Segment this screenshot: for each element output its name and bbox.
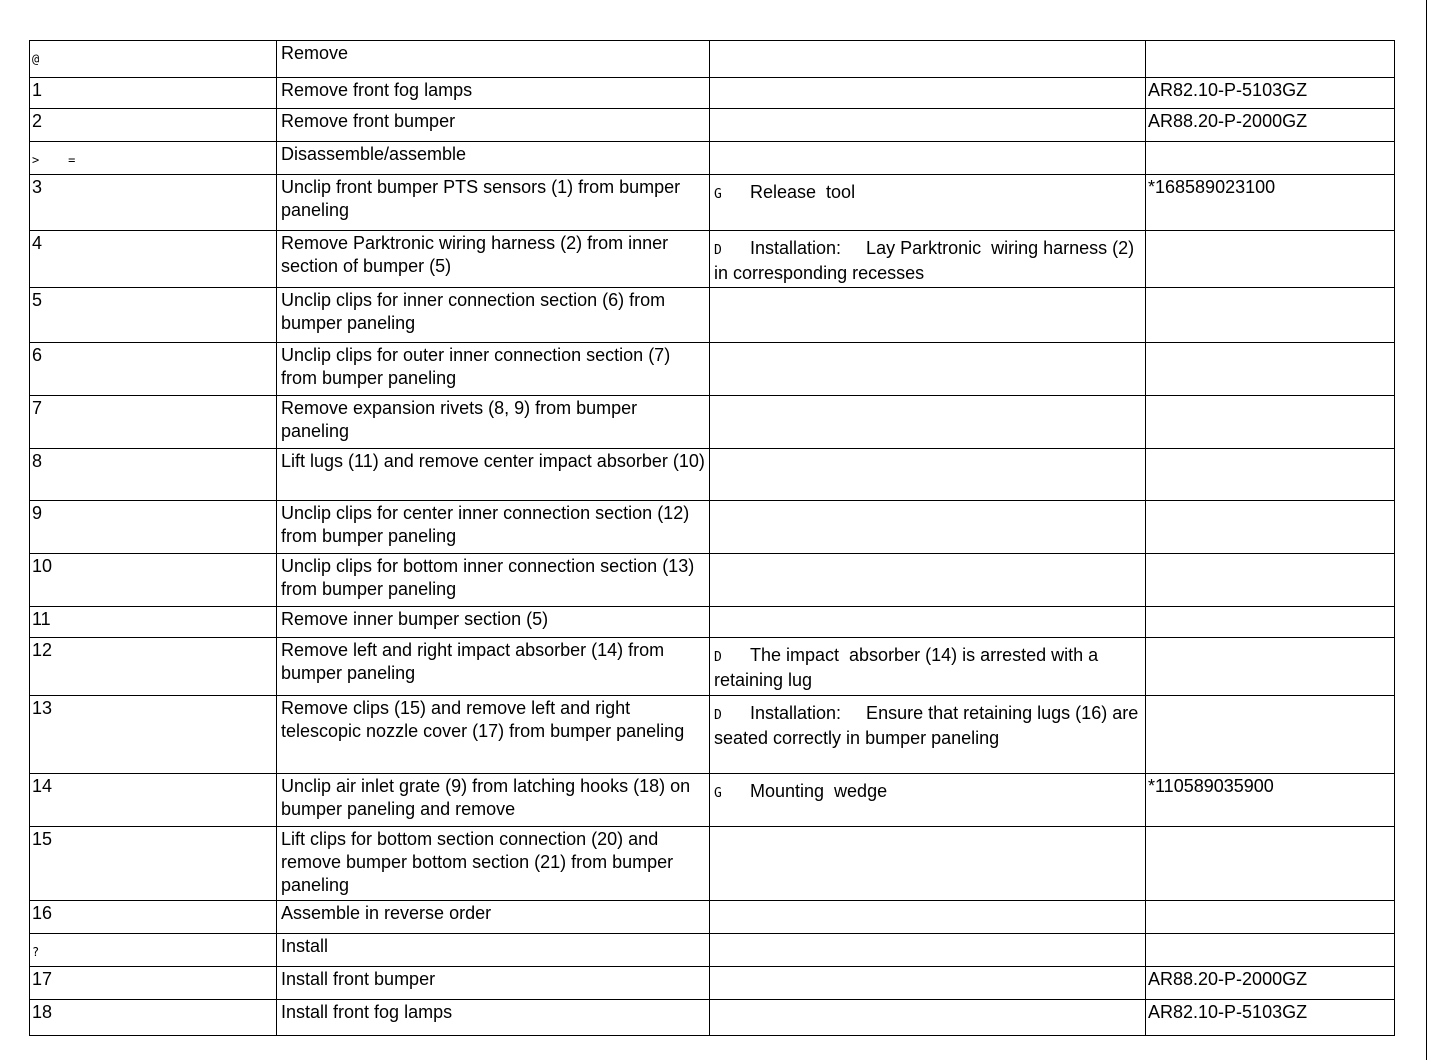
step-description-cell [277, 41, 710, 78]
step-reference[interactable]: *110589035900 [1148, 776, 1274, 796]
step-reference-cell [1146, 288, 1395, 343]
step-note-cell [710, 827, 1146, 901]
step-description-cell [277, 142, 710, 175]
step-description-cell [277, 1000, 710, 1036]
step-note-cell [710, 607, 1146, 638]
tool-symbol-icon: G [714, 187, 722, 202]
step-number-cell [30, 827, 277, 901]
step-number-cell [30, 78, 277, 109]
step-note-cell [710, 501, 1146, 554]
step-description: Unclip clips for outer inner connection section (7) from bumper paneling [281, 345, 671, 388]
step-description-cell [277, 934, 710, 967]
table-row [30, 41, 1395, 78]
table-row [30, 934, 1395, 967]
table-row [30, 774, 1395, 827]
table-row [30, 967, 1395, 1000]
step-number-cell [30, 696, 277, 774]
step-number: 8 [32, 451, 43, 471]
note-symbol-icon: D [714, 243, 722, 258]
step-description-cell [277, 396, 710, 449]
step-number: 12 [32, 640, 53, 660]
step-description: Remove [281, 43, 349, 63]
step-note: Mounting wedge [750, 781, 888, 801]
step-description-cell [277, 78, 710, 109]
step-reference-cell [1146, 934, 1395, 967]
step-note-cell [710, 554, 1146, 607]
step-note-cell [710, 142, 1146, 175]
step-description: Disassemble/assemble [281, 144, 467, 164]
step-number-cell [30, 343, 277, 396]
step-description: Install front fog lamps [281, 1002, 453, 1022]
step-description: Install [281, 936, 329, 956]
step-note-cell [710, 934, 1146, 967]
step-reference[interactable]: AR88.20-P-2000GZ [1148, 111, 1308, 131]
step-description: Unclip front bumper PTS sensors (1) from bumper paneling [281, 177, 681, 220]
step-number: 9 [32, 503, 43, 523]
step-number-cell [30, 638, 277, 696]
step-note-cell [710, 231, 1146, 288]
step-number-cell [30, 396, 277, 449]
step-description: Unclip clips for inner connection section (6) from bumper paneling [281, 290, 666, 333]
step-reference-cell [1146, 109, 1395, 142]
step-description-cell [277, 827, 710, 901]
step-reference-cell [1146, 901, 1395, 934]
step-description-cell [277, 343, 710, 396]
step-note-cell [710, 41, 1146, 78]
step-number-cell [30, 967, 277, 1000]
step-section-symbol: @ [32, 52, 40, 66]
table-row [30, 607, 1395, 638]
table-row [30, 449, 1395, 501]
step-description-cell [277, 109, 710, 142]
step-number: 17 [32, 969, 53, 989]
step-description: Remove clips (15) and remove left and right telescopic nozzle cover (17) from bumper paneling [281, 698, 685, 741]
step-note-cell [710, 696, 1146, 774]
step-section-symbol: ? [32, 945, 40, 959]
step-number: 2 [32, 111, 43, 131]
step-number-cell [30, 607, 277, 638]
step-number-cell [30, 774, 277, 827]
step-reference-cell [1146, 41, 1395, 78]
table-row [30, 142, 1395, 175]
step-description: Unclip clips for center inner connection section (12) from bumper paneling [281, 503, 690, 546]
step-note-cell [710, 288, 1146, 343]
step-description-cell [277, 231, 710, 288]
table-row [30, 827, 1395, 901]
step-number-cell [30, 288, 277, 343]
step-number: 11 [32, 609, 51, 629]
step-note-cell [710, 109, 1146, 142]
step-note-cell [710, 396, 1146, 449]
step-number: 15 [32, 829, 53, 849]
step-description-cell [277, 501, 710, 554]
step-reference-cell [1146, 696, 1395, 774]
table-row [30, 696, 1395, 774]
step-note-cell [710, 901, 1146, 934]
step-description: Remove inner bumper section (5) [281, 609, 549, 629]
step-reference-cell [1146, 449, 1395, 501]
step-description-cell [277, 638, 710, 696]
step-number: 7 [32, 398, 43, 418]
step-number-cell [30, 231, 277, 288]
step-reference[interactable]: AR82.10-P-5103GZ [1148, 1002, 1308, 1022]
step-number: 1 [32, 80, 43, 100]
step-number-cell [30, 934, 277, 967]
step-note-cell [710, 1000, 1146, 1036]
step-number-cell [30, 1000, 277, 1036]
step-reference-cell [1146, 142, 1395, 175]
step-description: Remove front fog lamps [281, 80, 473, 100]
step-number-cell [30, 142, 277, 175]
step-number: 16 [32, 903, 53, 923]
step-section-symbol: > = [32, 153, 76, 167]
step-note-cell [710, 449, 1146, 501]
step-description: Lift lugs (11) and remove center impact absorber (10) [281, 451, 705, 471]
step-description: Remove left and right impact absorber (14) from bumper paneling [281, 640, 665, 683]
step-number-cell [30, 449, 277, 501]
step-reference-cell [1146, 827, 1395, 901]
step-description: Install front bumper [281, 969, 436, 989]
step-note-cell [710, 343, 1146, 396]
step-number: 4 [32, 233, 43, 253]
table-row [30, 109, 1395, 142]
step-note: Installation: Lay Parktronic wiring harness (2) in corresponding recesses [714, 238, 1140, 283]
step-reference[interactable]: *168589023100 [1148, 177, 1276, 197]
step-reference[interactable]: AR82.10-P-5103GZ [1148, 80, 1308, 100]
step-description-cell [277, 696, 710, 774]
table-row [30, 396, 1395, 449]
step-number: 14 [32, 776, 53, 796]
step-reference-cell [1146, 175, 1395, 231]
step-description-cell [277, 901, 710, 934]
step-reference[interactable]: AR88.20-P-2000GZ [1148, 969, 1308, 989]
step-reference-cell [1146, 343, 1395, 396]
step-reference-cell [1146, 638, 1395, 696]
table-row [30, 343, 1395, 396]
table-row [30, 175, 1395, 231]
step-note-cell [710, 638, 1146, 696]
step-note-cell [710, 967, 1146, 1000]
step-number: 18 [32, 1002, 53, 1022]
step-number-cell [30, 109, 277, 142]
step-number: 6 [32, 345, 43, 365]
step-note-cell [710, 78, 1146, 109]
step-number-cell [30, 41, 277, 78]
tool-symbol-icon: G [714, 786, 722, 801]
step-description: Assemble in reverse order [281, 903, 492, 923]
step-reference-cell [1146, 501, 1395, 554]
step-reference-cell [1146, 967, 1395, 1000]
step-number-cell [30, 901, 277, 934]
table-row [30, 638, 1395, 696]
step-number-cell [30, 554, 277, 607]
step-note-cell [710, 175, 1146, 231]
table-row [30, 231, 1395, 288]
step-note: The impact absorber (14) is arrested with a retaining lug [714, 645, 1104, 690]
step-number: 5 [32, 290, 43, 310]
note-symbol-icon: D [714, 708, 722, 723]
step-reference-cell [1146, 231, 1395, 288]
step-number: 10 [32, 556, 53, 576]
step-description-cell [277, 449, 710, 501]
step-reference-cell [1146, 554, 1395, 607]
step-reference-cell [1146, 1000, 1395, 1036]
step-reference-cell [1146, 774, 1395, 827]
step-description-cell [277, 288, 710, 343]
step-note: Release tool [750, 182, 856, 202]
table-row [30, 288, 1395, 343]
table-row [30, 501, 1395, 554]
step-description: Remove Parktronic wiring harness (2) from inner section of bumper (5) [281, 233, 669, 276]
step-number: 13 [32, 698, 53, 718]
step-note: Installation: Ensure that retaining lugs (16) are seated correctly in bumper paneling [714, 703, 1144, 748]
step-description-cell [277, 554, 710, 607]
table-row [30, 1000, 1395, 1036]
step-reference-cell [1146, 607, 1395, 638]
step-number-cell [30, 501, 277, 554]
procedure-table [29, 40, 1395, 1036]
step-reference-cell [1146, 396, 1395, 449]
table-row [30, 554, 1395, 607]
table-row [30, 901, 1395, 934]
step-number: 3 [32, 177, 43, 197]
right-margin-rule [1426, 0, 1427, 1060]
step-description-cell [277, 607, 710, 638]
table-row [30, 78, 1395, 109]
note-symbol-icon: D [714, 650, 722, 665]
step-description: Lift clips for bottom section connection (20) and remove bumper bottom section (21) from bumper paneling [281, 829, 674, 895]
procedure-rows [30, 41, 1395, 1036]
step-description-cell [277, 175, 710, 231]
step-description: Remove front bumper [281, 111, 456, 131]
step-description-cell [277, 967, 710, 1000]
step-note-cell [710, 774, 1146, 827]
step-reference-cell [1146, 78, 1395, 109]
step-description: Unclip air inlet grate (9) from latching hooks (18) on bumper paneling and remove [281, 776, 691, 819]
step-description-cell [277, 774, 710, 827]
step-description: Remove expansion rivets (8, 9) from bumper paneling [281, 398, 638, 441]
step-number-cell [30, 175, 277, 231]
step-description: Unclip clips for bottom inner connection section (13) from bumper paneling [281, 556, 695, 599]
